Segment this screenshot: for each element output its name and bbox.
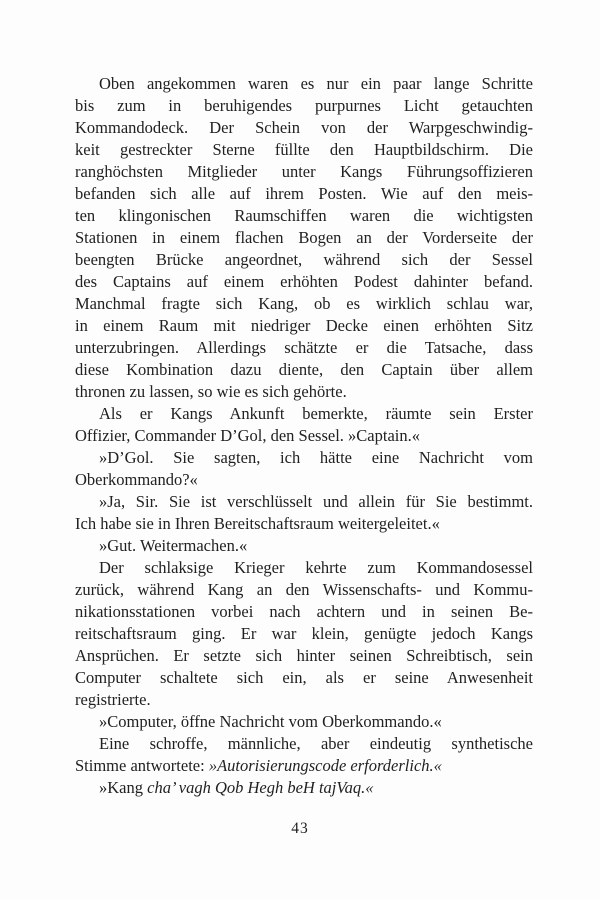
body-text [75, 73, 533, 799]
text-segment: ranghöchsten Mitglieder unter Kangs Führungsoffizieren [75, 162, 533, 181]
text-segment: unterzubringen. Allerdings schätzte er die Tatsache, dass [75, 338, 533, 357]
text-segment: bis zum in beruhigendes purpurnes Licht getauchten [75, 96, 533, 115]
text-segment: »Computer, öffne Nachricht vom Oberkommando.« [99, 712, 442, 731]
text-segment: Eine schroffe, männliche, aber eindeutig synthetische [99, 734, 533, 753]
text-segment: Offizier, Commander D’Gol, den Sessel. »Captain.« [75, 426, 421, 445]
text-segment: Computer schaltete sich ein, als er seine Anwesenheit [75, 668, 533, 687]
text-line [75, 777, 533, 799]
text-line [75, 491, 533, 513]
text-line [75, 337, 533, 359]
text-segment: zurück, während Kang an den Wissenschafts- und Kommu- [75, 580, 533, 599]
paragraph [75, 557, 533, 711]
text-line [75, 755, 533, 777]
text-line [75, 601, 533, 623]
text-line [75, 645, 533, 667]
text-line [75, 227, 533, 249]
italic-text: cha’ vagh Qob Hegh beH tajVaq.« [147, 778, 374, 797]
text-line [75, 667, 533, 689]
paragraph [75, 403, 533, 447]
text-segment: reitschaftsraum ging. Er war klein, genügte jedoch Kangs [75, 624, 533, 643]
text-segment: nikationsstationen vorbei nach achtern und in seinen Be- [75, 602, 533, 621]
text-segment: Oberkommando?« [75, 470, 198, 489]
text-line [75, 73, 533, 95]
paragraph [75, 73, 533, 403]
text-line [75, 711, 533, 733]
text-line [75, 381, 533, 403]
text-line [75, 161, 533, 183]
italic-text: »Autorisierungscode erforderlich.« [208, 756, 442, 775]
text-line [75, 469, 533, 491]
text-segment: »Ja, Sir. Sie ist verschlüsselt und allein für Sie bestimmt. [99, 492, 533, 511]
text-line [75, 535, 533, 557]
text-segment: diese Kombination dazu diente, den Captain über allem [75, 360, 533, 379]
text-line [75, 183, 533, 205]
text-segment: in einem Raum mit niedriger Decke einen erhöhten Sitz [75, 316, 533, 335]
text-line [75, 95, 533, 117]
page-number: 43 [291, 820, 309, 837]
text-line [75, 359, 533, 381]
text-segment: Ansprüchen. Er setzte sich hinter seinen Schreibtisch, sein [75, 646, 533, 665]
text-segment: Der schlaksige Krieger kehrte zum Kommandosessel [99, 558, 533, 577]
text-segment: »Gut. Weitermachen.« [99, 536, 248, 555]
text-segment: Stationen in einem flachen Bogen an der Vorderseite der [75, 228, 533, 247]
text-line [75, 271, 533, 293]
paragraph [75, 711, 533, 733]
text-line [75, 623, 533, 645]
text-segment: Oben angekommen waren es nur ein paar lange Schritte [99, 74, 533, 93]
text-segment: Manchmal fragte sich Kang, ob es wirklich schlau war, [75, 294, 533, 313]
text-line [75, 425, 533, 447]
text-segment: registrierte. [75, 690, 151, 709]
text-line [75, 249, 533, 271]
paragraph [75, 447, 533, 491]
paragraph [75, 535, 533, 557]
text-segment: »D’Gol. Sie sagten, ich hätte eine Nachricht vom [99, 448, 533, 467]
text-line [75, 579, 533, 601]
text-segment: ten klingonischen Raumschiffen waren die wichtigsten [75, 206, 533, 225]
text-segment: befanden sich alle auf ihrem Posten. Wie auf den meis- [75, 184, 533, 203]
text-segment: Ich habe sie in Ihren Bereitschaftsraum weitergeleitet.« [75, 514, 440, 533]
text-line [75, 315, 533, 337]
paragraph [75, 491, 533, 535]
paragraph [75, 733, 533, 777]
text-line [75, 557, 533, 579]
text-line [75, 403, 533, 425]
text-line [75, 513, 533, 535]
text-segment: thronen zu lassen, so wie es sich gehörte. [75, 382, 347, 401]
text-segment: keit gestreckter Sterne füllte den Hauptbildschirm. Die [75, 140, 533, 159]
text-segment: Als er Kangs Ankunft bemerkte, räumte sein Erster [99, 404, 533, 423]
text-line [75, 689, 533, 711]
paragraph [75, 777, 533, 799]
text-line [75, 293, 533, 315]
text-segment: des Captains auf einem erhöhten Podest dahinter befand. [75, 272, 533, 291]
text-line [75, 117, 533, 139]
text-segment: Kommandodeck. Der Schein von der Warpgeschwindig- [75, 118, 533, 137]
text-line [75, 733, 533, 755]
text-segment: beengten Brücke angeordnet, während sich der Sessel [75, 250, 533, 269]
text-segment: »Kang [99, 778, 148, 797]
text-segment: Stimme antwortete: [75, 756, 209, 775]
text-line [75, 205, 533, 227]
text-line [75, 139, 533, 161]
text-line [75, 447, 533, 469]
